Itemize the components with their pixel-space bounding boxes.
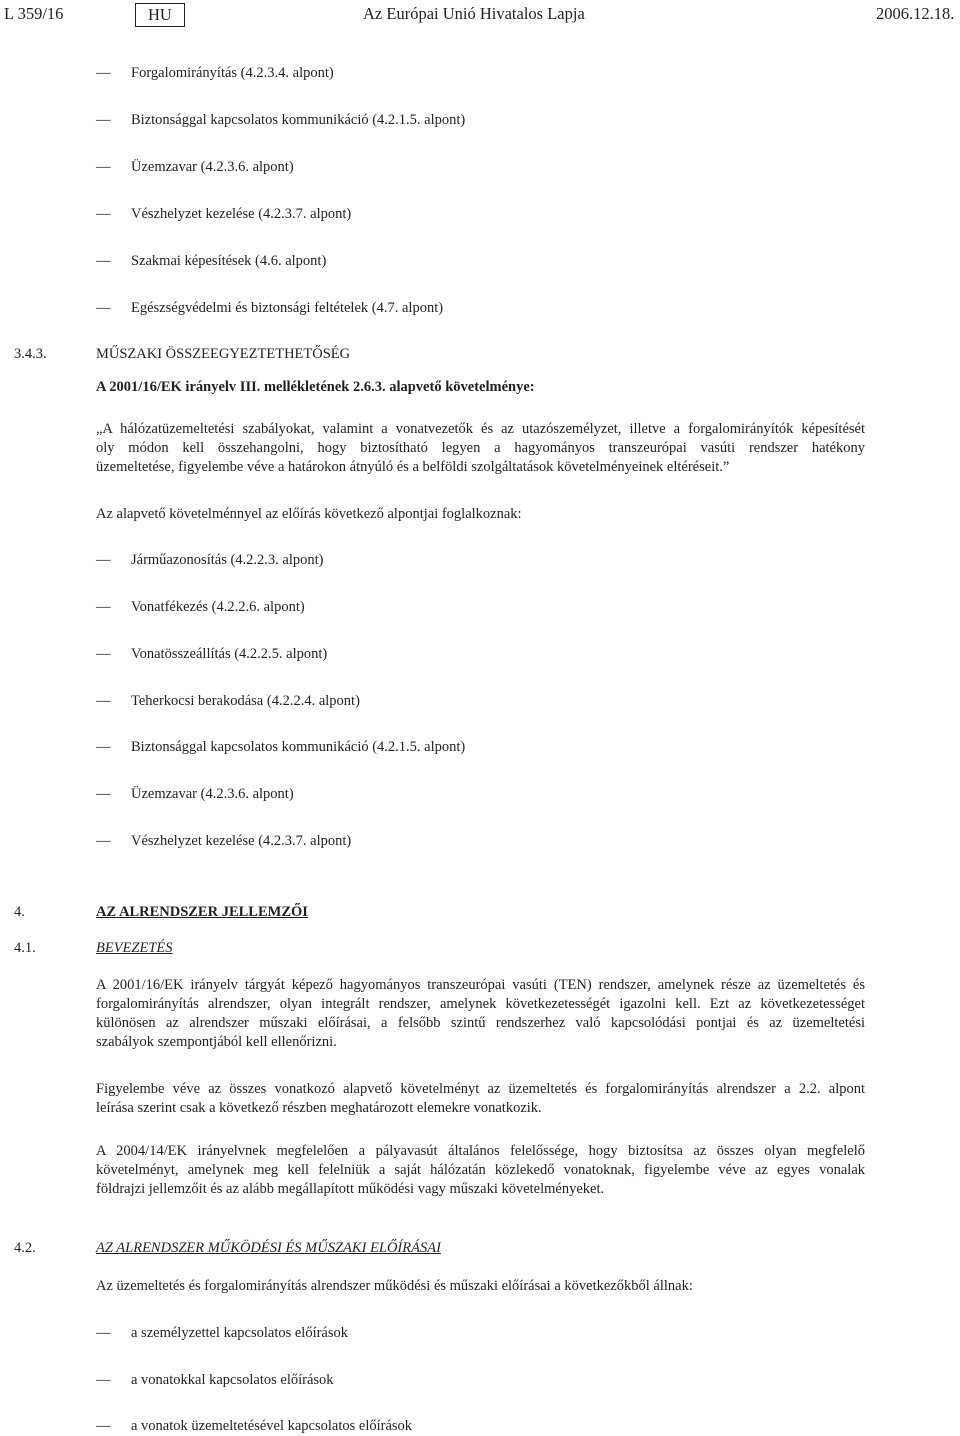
quoted-requirement	[96, 420, 865, 477]
list-item: Üzemzavar (4.2.3.6. alpont)	[131, 786, 294, 802]
list-dash: —	[96, 112, 111, 128]
paragraph-line: szabályok szempontjából kell ellenőrizni.	[96, 1034, 337, 1050]
list-item: Biztonsággal kapcsolatos kommunikáció (4.2.1.5. alpont)	[131, 739, 466, 755]
list-dash: —	[96, 599, 111, 615]
list-item: Üzemzavar (4.2.3.6. alpont)	[131, 159, 294, 175]
list-item: Vonatfékezés (4.2.2.6. alpont)	[131, 599, 305, 615]
paragraph-line: különösen az alrendszer műszaki előírásai, a felsőbb szintű rendszerhez való kapcsolódási pontjai és az üzemeltetési	[96, 1015, 865, 1031]
paragraph-line: földrajzi jellemzőit és az alább megállapított működési vagy műszaki követelményeket.	[96, 1181, 605, 1197]
paragraph-intro: Az üzemeltetés és forgalomirányítás alrendszer működési és műszaki előírásai a következőkből állnak:	[96, 1278, 693, 1294]
list-dash: —	[96, 65, 111, 81]
paragraph-line: „A hálózatüzemeltetési szabályokat, valamint a vonatvezetők és az utazószemélyzet, illetve a forgalomirányítók képesítését	[96, 421, 865, 437]
section-title: BEVEZETÉS	[96, 940, 173, 956]
list-item: Biztonsággal kapcsolatos kommunikáció (4.2.1.5. alpont)	[131, 112, 466, 128]
paragraph	[96, 976, 865, 1052]
list-dash: —	[96, 739, 111, 755]
list-item: Vészhelyzet kezelése (4.2.3.7. alpont)	[131, 833, 352, 849]
paragraph-line: üzemeltetése, figyelembe véve a határokon átnyúló és a belföldi szolgáltatások követelményeinek eltéréseit.”	[96, 459, 730, 475]
list-item: Egészségvédelmi és biztonsági feltételek (4.7. alpont)	[131, 300, 444, 316]
list-dash: —	[96, 1418, 111, 1434]
language-code-box: HU	[135, 3, 185, 27]
list-dash: —	[96, 552, 111, 568]
paragraph-line: követelményt, amelynek meg kell felelniük a saját hálózatán közlekedő vonatoknak, figyelembe véve az egyes vonalak	[96, 1162, 865, 1178]
section-number: 3.4.3.	[14, 346, 47, 362]
list-item: a személyzettel kapcsolatos előírások	[131, 1325, 349, 1341]
list-item: a vonatok üzemeltetésével kapcsolatos előírások	[131, 1418, 413, 1434]
paragraph-line: oly módon kell összehangolni, hogy biztosítható legyen a hagyományos transzeurópai vasúti rendszer hatékony	[96, 440, 865, 456]
list-item: Szakmai képesítések (4.6. alpont)	[131, 253, 327, 269]
journal-title: Az Európai Unió Hivatalos Lapja	[363, 4, 585, 23]
list-dash: —	[96, 833, 111, 849]
paragraph-line: Figyelembe véve az összes vonatkozó alapvető követelményt az üzemeltetés és forgalomirányítás alrendszer a 2.2. alpont	[96, 1081, 865, 1097]
list-item: Járműazonosítás (4.2.2.3. alpont)	[131, 552, 324, 568]
paragraph-line: forgalomirányítás alrendszer, olyan integrált rendszer, amelynek következetességét igazolni kell. Ezt az következetességet	[96, 996, 865, 1012]
list-dash: —	[96, 253, 111, 269]
list-dash: —	[96, 693, 111, 709]
list-item: Forgalomirányítás (4.2.3.4. alpont)	[131, 65, 334, 81]
list-dash: —	[96, 1372, 111, 1388]
section-number: 4.	[14, 904, 25, 920]
section-title: MŰSZAKI ÖSSZEEGYEZTETHETŐSÉG	[96, 346, 351, 362]
list-item: Teherkocsi berakodása (4.2.2.4. alpont)	[131, 693, 360, 709]
paragraph-line: A 2001/16/EK irányelv tárgyát képező hagyományos transzeurópai vasúti (TEN) rendszer, amelynek része az üzemeltetés és	[96, 977, 865, 993]
paragraph-line: A 2004/14/EK irányelvnek megfelelően a pályavasút általános felelőssége, hogy biztosítsa az összes olyan megfelelő	[96, 1143, 865, 1159]
list-dash: —	[96, 1325, 111, 1341]
section-title: AZ ALRENDSZER MŰKÖDÉSI ÉS MŰSZAKI ELŐÍRÁSAI	[96, 1240, 441, 1256]
section-subheading: A 2001/16/EK irányelv III. mellékletének 2.6.3. alapvető követelménye:	[96, 379, 535, 395]
list-item: a vonatokkal kapcsolatos előírások	[131, 1372, 334, 1388]
list-dash: —	[96, 300, 111, 316]
section-title: AZ ALRENDSZER JELLEMZŐI	[96, 904, 308, 920]
publication-date: 2006.12.18.	[876, 4, 955, 23]
paragraph	[96, 1142, 865, 1199]
section-number: 4.1.	[14, 940, 36, 956]
section-number: 4.2.	[14, 1240, 36, 1256]
paragraph-line: leírása szerint csak a következő részben meghatározott elemekre vonatkozik.	[96, 1100, 542, 1116]
paragraph	[96, 1080, 865, 1118]
list-dash: —	[96, 159, 111, 175]
list-dash: —	[96, 646, 111, 662]
paragraph-intro: Az alapvető követelménnyel az előírás következő alpontjai foglalkoznak:	[96, 506, 522, 522]
list-item: Vészhelyzet kezelése (4.2.3.7. alpont)	[131, 206, 352, 222]
page-reference: L 359/16	[4, 4, 64, 23]
list-item: Vonatösszeállítás (4.2.2.5. alpont)	[131, 646, 328, 662]
list-dash: —	[96, 206, 111, 222]
list-dash: —	[96, 786, 111, 802]
